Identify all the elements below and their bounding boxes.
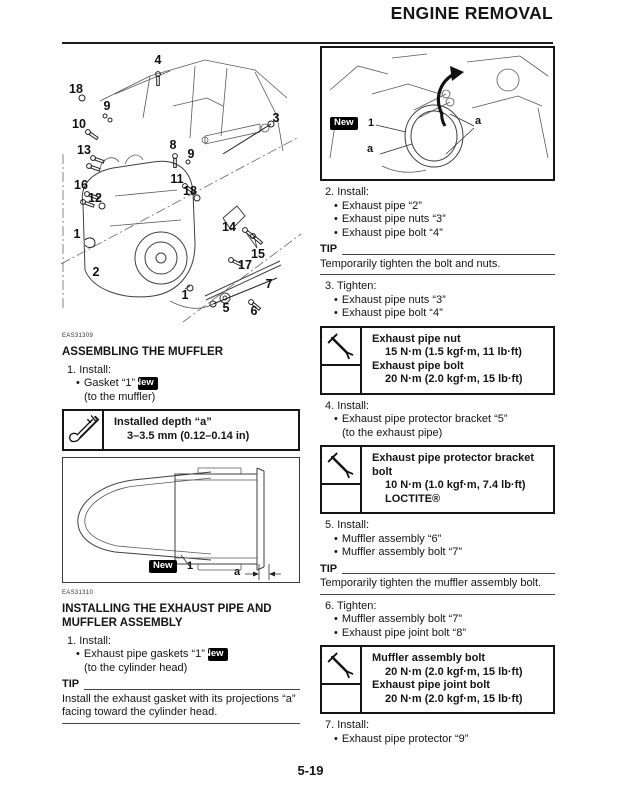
torque-icon-cell [322, 328, 362, 393]
header-rule [62, 42, 553, 44]
section-code: EAS31310 [62, 590, 94, 596]
spec-icon-cell [64, 411, 104, 449]
step-title: 4. Install: [325, 399, 370, 412]
torque-name: Exhaust pipe bolt [372, 359, 464, 372]
tip-text: Temporarily tighten the muffler assembly bolt. [320, 577, 542, 589]
list-item: • Muffler assembly “6” [334, 533, 555, 547]
torque-name: Exhaust pipe protector bracket bolt [372, 452, 534, 478]
callout-11: 11 [170, 172, 184, 186]
section-heading-assembling-muffler: ASSEMBLING THE MUFFLER [62, 345, 223, 358]
list-item: • Muffler assembly bolt “7” [334, 613, 555, 627]
callout-14: 14 [222, 220, 236, 234]
list-item-note: (to the muffler) [84, 390, 156, 403]
tip-close-rule [320, 594, 555, 595]
callout-17: 17 [238, 258, 252, 272]
section-code: EAS31309 [62, 333, 94, 339]
tip-header [320, 563, 555, 577]
callout-18: 18 [69, 82, 83, 96]
step-title: 7. Install: [325, 719, 370, 731]
torque-wrench-icon [322, 447, 360, 485]
callout-12: 12 [88, 191, 102, 205]
torque-text [362, 328, 527, 393]
torque-spec-box [320, 445, 555, 514]
muffler-section-figure [62, 457, 300, 583]
figure-dim-label: a [475, 115, 482, 127]
figure-dim-label: a [234, 566, 241, 578]
list-item: • Exhaust pipe nuts “3” [334, 213, 555, 227]
torque-text [362, 447, 553, 512]
callout-4: 4 [154, 53, 162, 67]
list-item-text: Exhaust pipe gaskets “1” [83, 648, 205, 660]
list-item: • Exhaust pipe “2” [334, 200, 555, 214]
torque-icon-cell [322, 447, 362, 512]
step-title: 5. Install: [325, 519, 370, 531]
list-item: • Exhaust pipe bolt “4” [334, 227, 555, 241]
callout-5: 5 [222, 301, 230, 315]
torque-value: 20 N·m (2.0 kgf·m, 15 lb·ft) [385, 665, 523, 678]
tip-close-rule [320, 274, 555, 275]
torque-value: 20 N·m (2.0 kgf·m, 15 lb·ft) [385, 373, 523, 385]
tip-header [320, 243, 555, 257]
spec-name: Installed depth “a” [114, 416, 212, 428]
step-title: 3. Tighten: [325, 280, 377, 292]
right-column [320, 46, 555, 746]
figure-dim-label: a [367, 143, 374, 155]
step-title: 2. Install: [325, 186, 370, 198]
tip-label: TIP [320, 562, 338, 575]
torque-wrench-icon [322, 647, 360, 685]
list-item [76, 648, 300, 662]
new-badge: New [208, 648, 228, 661]
list-item: • Exhaust pipe protector “9” [334, 733, 555, 747]
callout-9b: 9 [187, 147, 195, 161]
gasket-install-figure [320, 46, 555, 181]
torque-name: Exhaust pipe joint bolt [372, 679, 490, 691]
torque-icon-cell [322, 647, 362, 712]
callout-2: 2 [92, 265, 100, 279]
callout-18b: 18 [183, 184, 197, 198]
tip-rule [84, 689, 300, 690]
callout-6: 6 [250, 304, 258, 318]
page-number: 5-19 [297, 763, 324, 778]
torque-wrench-icon [322, 328, 360, 366]
step-title: 6. Tighten: [325, 599, 377, 612]
list-item: • Exhaust pipe protector bracket “5” [334, 413, 555, 427]
spec-value: 3–3.5 mm (0.12–0.14 in) [127, 429, 250, 442]
section-heading-installing-exhaust: INSTALLING THE EXHAUST PIPE AND MUFFLER ASSEMBLY [62, 602, 272, 629]
tip-close-rule [62, 723, 300, 724]
callout-16: 16 [74, 178, 88, 192]
spec-text [104, 411, 253, 449]
torque-value: 20 N·m (2.0 kgf·m, 15 lb·ft) [385, 692, 523, 705]
list-item [76, 377, 300, 391]
figure-part-label: 1 [187, 560, 194, 572]
list-item-note: (to the exhaust pipe) [342, 426, 443, 439]
list-item: • Exhaust pipe nuts “3” [334, 294, 555, 308]
tip-text: Install the exhaust gasket with its projections “a” facing toward the cylinder head. [62, 692, 296, 718]
new-badge: New [138, 377, 158, 390]
new-badge: New [330, 117, 358, 130]
tip-label: TIP [62, 678, 80, 690]
callout-9: 9 [103, 99, 111, 113]
callout-3: 3 [272, 111, 280, 125]
list-item: • Exhaust pipe joint bolt “8” [334, 627, 555, 641]
callout-13: 13 [77, 143, 91, 157]
torque-name: Muffler assembly bolt [372, 652, 486, 664]
new-badge: New [149, 560, 177, 573]
callout-10: 10 [72, 117, 86, 131]
figure-part-label: 1 [368, 117, 375, 129]
page-title: ENGINE REMOVAL [390, 3, 553, 23]
tip-text: Temporarily tighten the bolt and nuts. [320, 257, 501, 270]
torque-value: 10 N·m (1.0 kgf·m, 7.4 lb·ft) [385, 479, 526, 491]
torque-spec-box [320, 326, 555, 395]
tip-rule [342, 254, 555, 255]
list-item-text: Gasket “1” [83, 377, 136, 389]
torque-text [362, 647, 527, 712]
step-title: 1. Install: [67, 363, 112, 376]
step-title: 1. Install: [67, 634, 112, 647]
spec-box-installed-depth [62, 409, 300, 451]
torque-value: LOCTITE® [385, 492, 441, 505]
torque-name: Exhaust pipe nut [372, 332, 461, 345]
callout-8: 8 [169, 138, 177, 152]
tip-header [62, 678, 300, 692]
torque-value: 15 N·m (1.5 kgf·m, 11 lb·ft) [385, 346, 522, 358]
callout-1b: 1 [181, 288, 189, 302]
tip-rule [342, 573, 555, 574]
callout-15: 15 [251, 247, 265, 261]
callout-1: 1 [73, 227, 81, 241]
caliper-icon [64, 411, 102, 449]
tip-label: TIP [320, 243, 338, 255]
exploded-parts-diagram [55, 46, 307, 326]
list-item-note: (to the cylinder head) [84, 661, 188, 674]
list-item: • Exhaust pipe bolt “4” [334, 307, 555, 321]
callout-7: 7 [265, 277, 273, 291]
list-item: • Muffler assembly bolt “7” [334, 546, 555, 560]
torque-spec-box [320, 645, 555, 714]
left-column [62, 46, 300, 724]
